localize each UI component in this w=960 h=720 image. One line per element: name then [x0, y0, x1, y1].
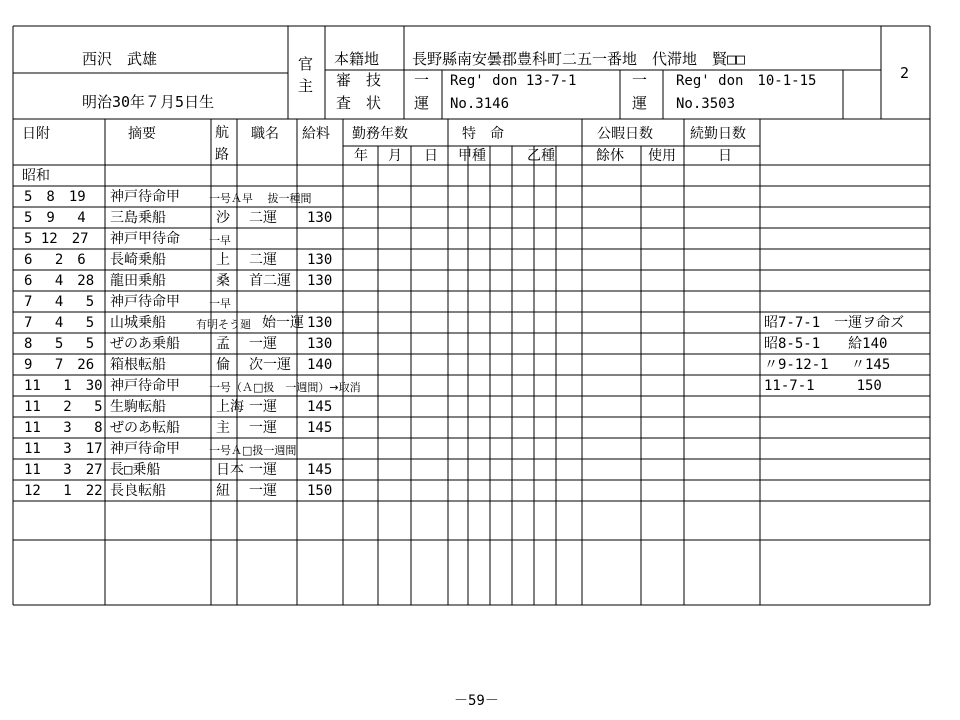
reg1-bottom: No.3146 [450, 96, 510, 112]
row-summary: 神戸待命甲 [110, 378, 180, 394]
row-extra: 一早 [209, 297, 231, 310]
unten1-bottom: 運 [414, 94, 430, 112]
row-position: 首二運 [249, 273, 291, 289]
row-salary: 145 [307, 462, 333, 478]
kan-label-top: 官 [298, 55, 314, 73]
col-route-top: 航 [215, 125, 229, 141]
row-summary: 神戸待命甲 [110, 294, 180, 310]
honseki-value: 長野縣南安曇郡豊科町二五一番地 代滞地 賢□□ [412, 50, 746, 68]
row-summary: 箱根転船 [110, 357, 166, 373]
page-number: －59－ [454, 693, 499, 709]
person-name: 西沢 武雄 [82, 50, 158, 68]
row-date: 11 3 27 [24, 462, 103, 478]
col-route-bottom: 路 [215, 147, 229, 163]
col-service-years: 勤務年数 [352, 126, 408, 142]
row-salary: 150 [307, 483, 333, 499]
row-summary: 三島乗船 [110, 210, 166, 226]
reg2-bottom: No.3503 [676, 96, 736, 112]
row-position: 次一運 [249, 357, 291, 373]
col-summary: 摘要 [128, 126, 156, 142]
row-extra: 一号Ａ□扱一週間 [209, 444, 297, 457]
row-date: 11 2 5 [24, 399, 103, 415]
row-position: 一運 [249, 420, 277, 436]
row-summary: ぜのあ乗船 [110, 336, 180, 352]
row-salary: 130 [307, 315, 333, 331]
row-date: 8 5 5 [24, 336, 95, 352]
row-route: 上海 [216, 399, 244, 415]
col-used: 使用 [648, 148, 676, 164]
row-salary: 130 [307, 336, 333, 352]
row-summary: 龍田乗船 [110, 273, 166, 289]
row-date: 11 1 30 [24, 378, 103, 394]
shinsa-label-top: 審 技 [336, 71, 382, 89]
era-label: 昭和 [22, 168, 50, 184]
row-date: 7 4 5 [24, 315, 95, 331]
row-salary: 130 [307, 252, 333, 268]
row-position: 一運 [249, 483, 277, 499]
row-date: 5 12 27 [24, 231, 89, 247]
reg2-top: Reg' don 10-1-15 [676, 73, 817, 89]
col-kou: 甲種 [458, 148, 486, 164]
row-date: 11 3 8 [24, 420, 103, 436]
row-date: 7 4 5 [24, 294, 95, 310]
row-summary: ぜのあ転船 [110, 420, 180, 436]
col-continuous: 続勤日数 [690, 126, 746, 142]
col-day: 日 [424, 148, 438, 164]
col-date: 日附 [22, 126, 50, 142]
col-special: 特 命 [462, 126, 504, 142]
row-remark: 〃9-12-1 〃145 [764, 357, 891, 373]
honseki-label: 本籍地 [334, 50, 380, 68]
row-extra: 有明そう廻 [196, 318, 251, 331]
row-remark: 昭7-7-1 一運ヲ命ズ [764, 315, 905, 331]
row-salary: 130 [307, 210, 333, 226]
row-position: 二運 [249, 252, 277, 268]
row-route: 倫 [216, 357, 230, 373]
row-position: 一運 [249, 399, 277, 415]
row-summary: 神戸待命甲 [110, 189, 180, 205]
row-summary: 長崎乗船 [110, 252, 166, 268]
row-route: 上 [216, 252, 230, 268]
kan-label-bottom: 主 [298, 77, 314, 95]
row-summary: 長□乗船 [110, 462, 161, 478]
col-leave: 公暇日数 [597, 126, 653, 142]
row-remark: 11-7-1 150 [764, 378, 882, 394]
row-date: 6 2 6 [24, 252, 86, 268]
col-salary: 給料 [302, 126, 330, 142]
row-summary: 山城乗船 [110, 315, 166, 331]
row-summary: 長良転船 [110, 483, 166, 499]
row-extra: 一号Ａ早 拔一種間 [209, 192, 312, 205]
row-date: 9 7 26 [24, 357, 95, 373]
row-position: 二運 [249, 210, 277, 226]
birth-date: 明治30年７月5日生 [82, 93, 215, 111]
col-otsu: 乙種 [527, 148, 555, 164]
row-route: 主 [216, 420, 230, 436]
row-position: 始一運 [262, 315, 304, 331]
row-salary: 140 [307, 357, 333, 373]
col-surplus: 餘休 [596, 148, 624, 164]
row-position: 一運 [249, 462, 277, 478]
row-summary: 生駒転船 [110, 399, 166, 415]
row-route: 紐 [216, 483, 230, 499]
row-position: 一運 [249, 336, 277, 352]
unten2-bottom: 運 [632, 94, 648, 112]
col-month: 月 [388, 148, 402, 164]
row-date: 11 3 17 [24, 441, 103, 457]
reg1-top: Reg' don 13-7-1 [450, 73, 577, 89]
shinsa-label-bottom: 査 状 [336, 94, 382, 112]
col-year: 年 [354, 148, 368, 164]
row-salary: 145 [307, 399, 333, 415]
col-position: 職名 [251, 126, 279, 142]
col-cont-day: 日 [718, 148, 732, 164]
sheet-number: 2 [900, 64, 910, 82]
row-route: 孟 [216, 336, 230, 352]
row-remark: 昭8-5-1 給140 [764, 336, 888, 352]
row-date: 6 4 28 [24, 273, 95, 289]
row-summary: 神戸待命甲 [110, 441, 180, 457]
row-route: 日本 [216, 462, 244, 478]
row-date: 12 1 22 [24, 483, 103, 499]
row-extra: 一号（Ａ□扱 一週間）→取消 [209, 381, 361, 394]
unten1-top: 一 [414, 71, 430, 89]
row-summary: 神戸甲待命 [110, 231, 180, 247]
row-extra: 一早 [209, 234, 231, 247]
row-date: 5 9 4 [24, 210, 86, 226]
unten2-top: 一 [632, 71, 648, 89]
row-salary: 130 [307, 273, 333, 289]
row-route: 沙 [216, 210, 230, 226]
row-route: 桑 [216, 273, 230, 289]
row-date: 5 8 19 [24, 189, 86, 205]
row-salary: 145 [307, 420, 333, 436]
